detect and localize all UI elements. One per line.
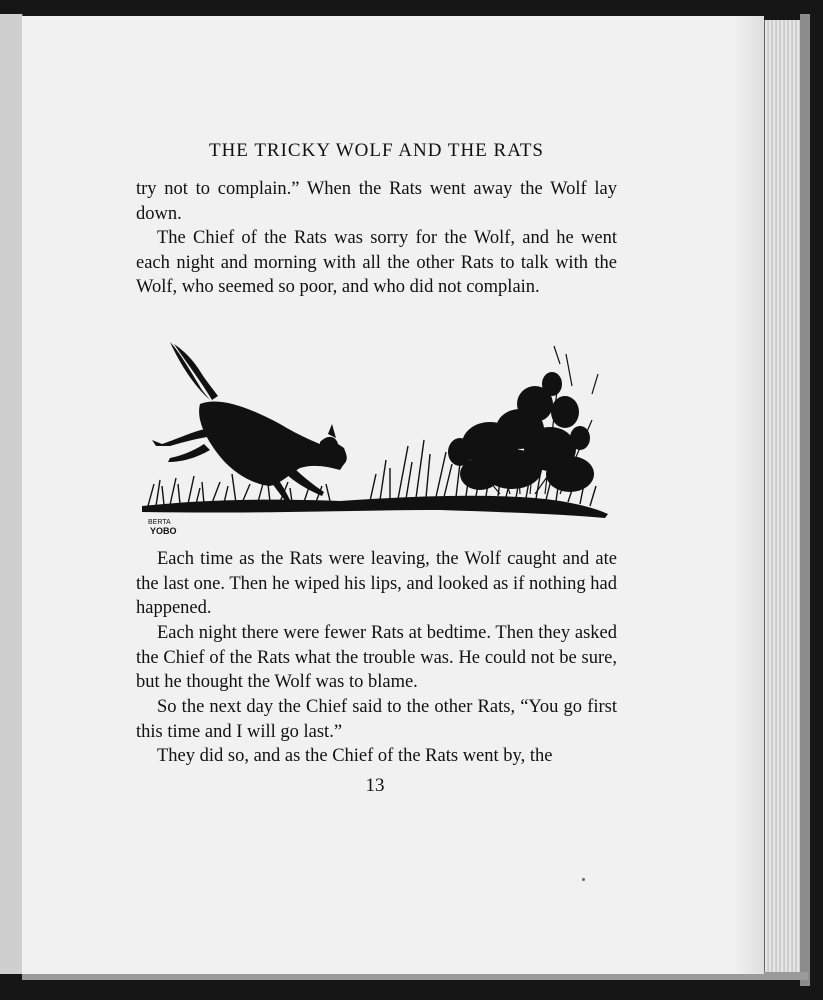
page-number: 13 <box>365 775 385 796</box>
svg-text:BERTA: BERTA <box>148 519 171 526</box>
left-page-edge <box>0 14 23 974</box>
paragraph-2: The Chief of the Rats was sorry for the Wolf, and he went each night and morning with all the other Rats to talk with the Wolf, who seemed so poor, and who did not complain. <box>136 228 617 297</box>
paragraph-5: So the next day the Chief said to the other Rats, “You go first this time and I will go last.” <box>136 697 617 742</box>
paragraph-3: Each time as the Rats were leaving, the Wolf caught and ate the last one. Then he wiped his lips, and looked as if nothing had happened. <box>136 549 617 618</box>
wolf-silhouette-illustration <box>140 334 615 544</box>
page-gutter-shade <box>734 16 764 974</box>
paragraph-1: try not to complain.” When the Rats went away the Wolf lay down. <box>136 179 617 224</box>
svg-text:YOBO: YOBO <box>150 526 177 536</box>
paragraph-4: Each night there were fewer Rats at bedtime. Then they asked the Chief of the Rats what the trouble was. He could not be sure, but he thought the Wolf was to blame. <box>136 623 617 692</box>
illustration-signature-mark <box>148 519 177 536</box>
book-cover-edge <box>800 14 810 986</box>
paper-speck <box>582 878 585 881</box>
paragraph-6: They did so, and as the Chief of the Rats went by, the <box>157 746 553 766</box>
running-head: THE TRICKY WOLF AND THE RATS <box>208 140 544 161</box>
